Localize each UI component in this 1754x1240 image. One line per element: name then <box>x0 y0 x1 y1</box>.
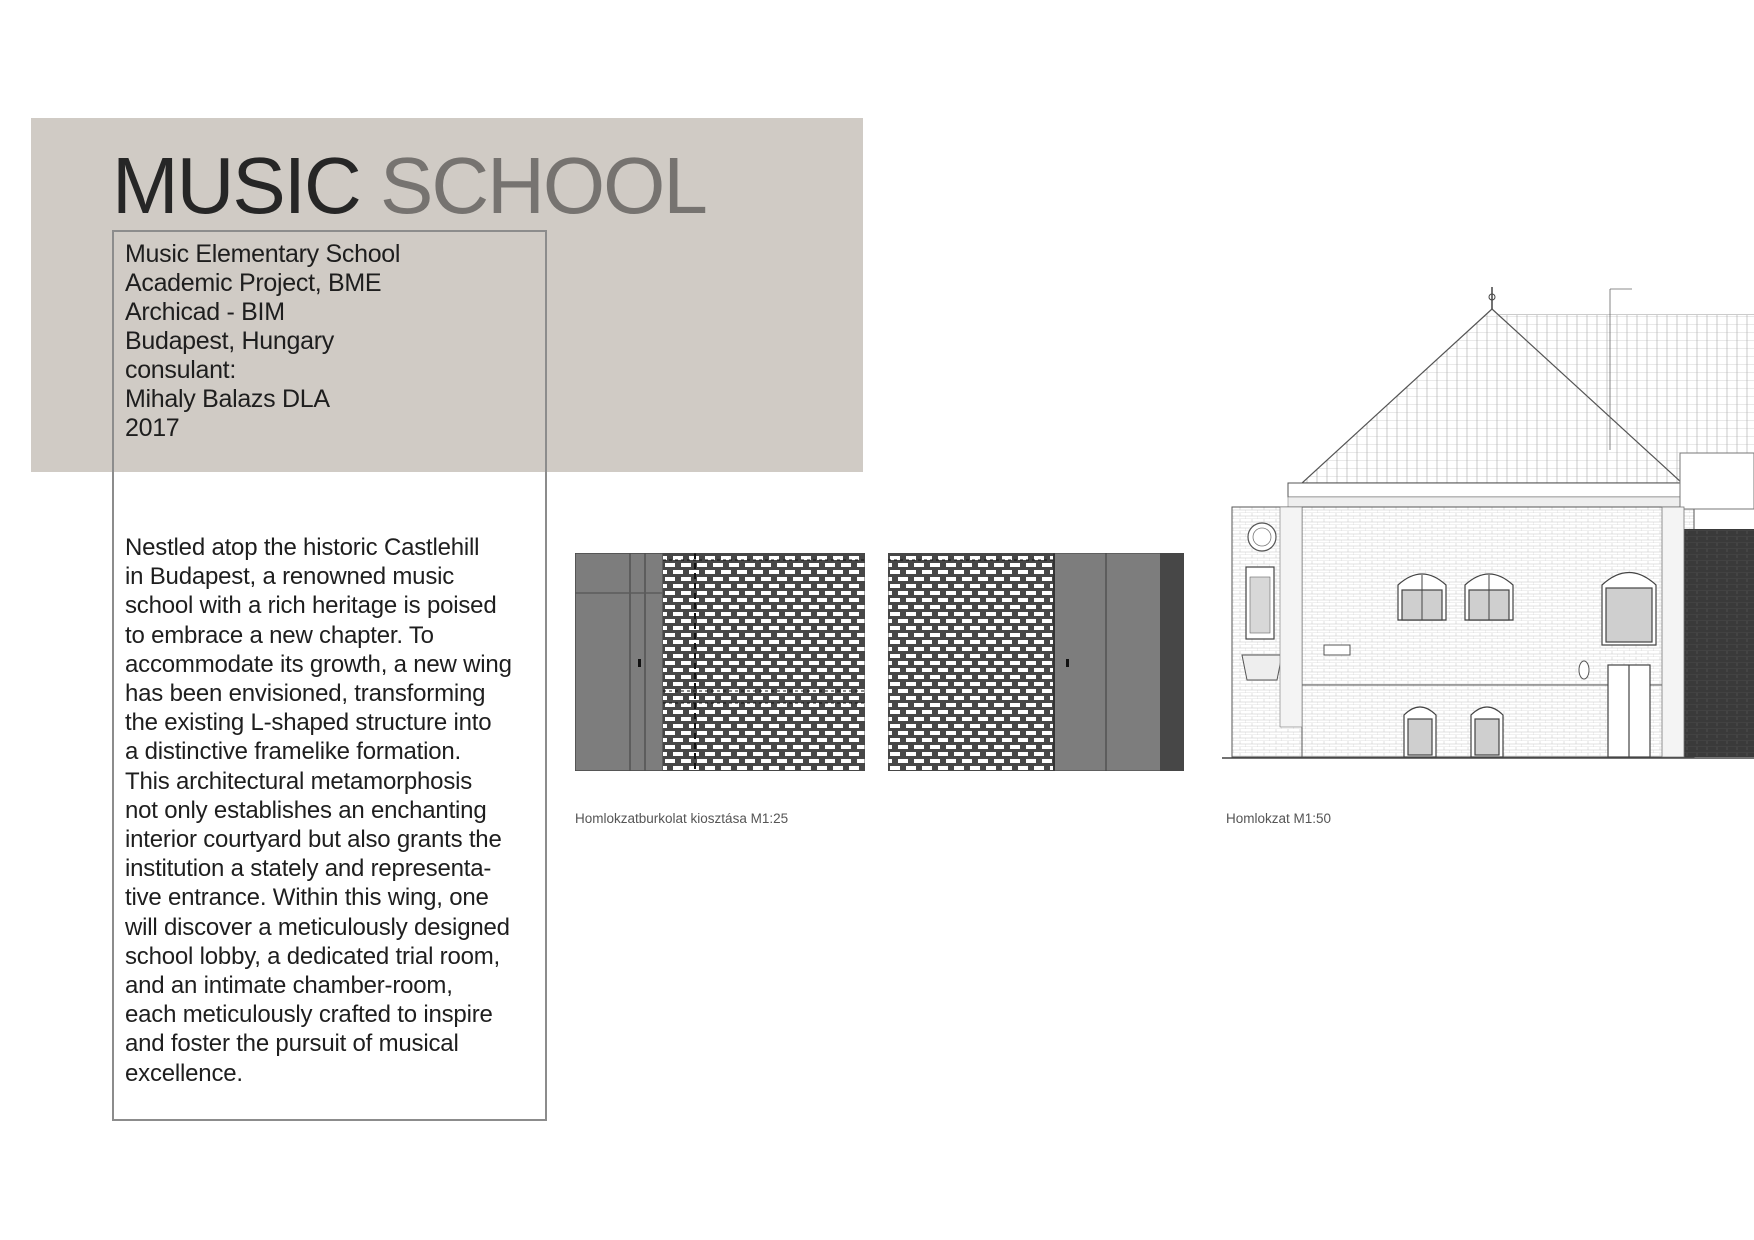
description-line: interior courtyard but also grants the <box>125 826 502 854</box>
description-line: school with a rich heritage is poised <box>125 592 497 620</box>
upper-window <box>1398 574 1446 620</box>
description-line: excellence. <box>125 1059 243 1087</box>
brick-pattern-area <box>888 553 1054 771</box>
description-line: has been envisioned, transforming <box>125 680 486 708</box>
lower-window <box>1404 707 1436 757</box>
cladding-drawing-left <box>575 553 865 771</box>
title-word-music: MUSIC <box>112 141 360 230</box>
entrance-door <box>1602 573 1656 758</box>
description-line: in Budapest, a renowned music <box>125 563 455 591</box>
description-line: accommodate its growth, a new wing <box>125 650 512 678</box>
description-line: each meticulously crafted to inspire <box>125 1001 493 1029</box>
description-line: not only establishes an enchanting <box>125 796 487 824</box>
meta-line: Archicad - BIM <box>125 298 285 326</box>
description-line: school lobby, a dedicated trial room, <box>125 942 501 970</box>
description-line: and foster the pursuit of musical <box>125 1030 459 1058</box>
page-title <box>112 140 706 232</box>
description-line: a distinctive framelike formation. <box>125 738 461 766</box>
description-line: and an intimate chamber-room, <box>125 972 453 1000</box>
meta-line: Budapest, Hungary <box>125 327 334 355</box>
meta-line: Academic Project, BME <box>125 269 382 297</box>
caption-facade: Homlokzat M1:50 <box>1226 811 1332 826</box>
meta-line: consulant: <box>125 356 236 384</box>
facade-elevation-drawing <box>1222 285 1754 780</box>
lower-window <box>1471 707 1503 757</box>
cladding-drawing-right <box>888 553 1184 771</box>
description-line: This architectural metamorphosis <box>125 767 473 795</box>
description-line: tive entrance. Within this wing, one <box>125 884 489 912</box>
meta-line: Mihaly Balazs DLA <box>125 385 330 413</box>
meta-line: 2017 <box>125 414 180 442</box>
cladding-panel-solid <box>575 553 663 771</box>
description-line: to embrace a new chapter. To <box>125 621 434 649</box>
description-line: will discover a meticulously designed <box>125 913 510 941</box>
project-description <box>125 533 512 1088</box>
meta-line: Music Elementary School <box>125 240 401 268</box>
caption-cladding: Homlokzatburkolat kiosztása M1:25 <box>575 811 789 826</box>
upper-window <box>1465 574 1513 620</box>
description-line: Nestled atop the historic Castlehill <box>125 534 480 561</box>
brick-pattern-area <box>663 553 865 771</box>
description-line: institution a stately and representa- <box>125 855 492 883</box>
description-line: the existing L-shaped structure into <box>125 709 492 737</box>
new-wing-dark-cladding <box>1684 529 1754 757</box>
project-meta-list <box>125 240 400 443</box>
title-word-school: SCHOOL <box>380 141 706 230</box>
